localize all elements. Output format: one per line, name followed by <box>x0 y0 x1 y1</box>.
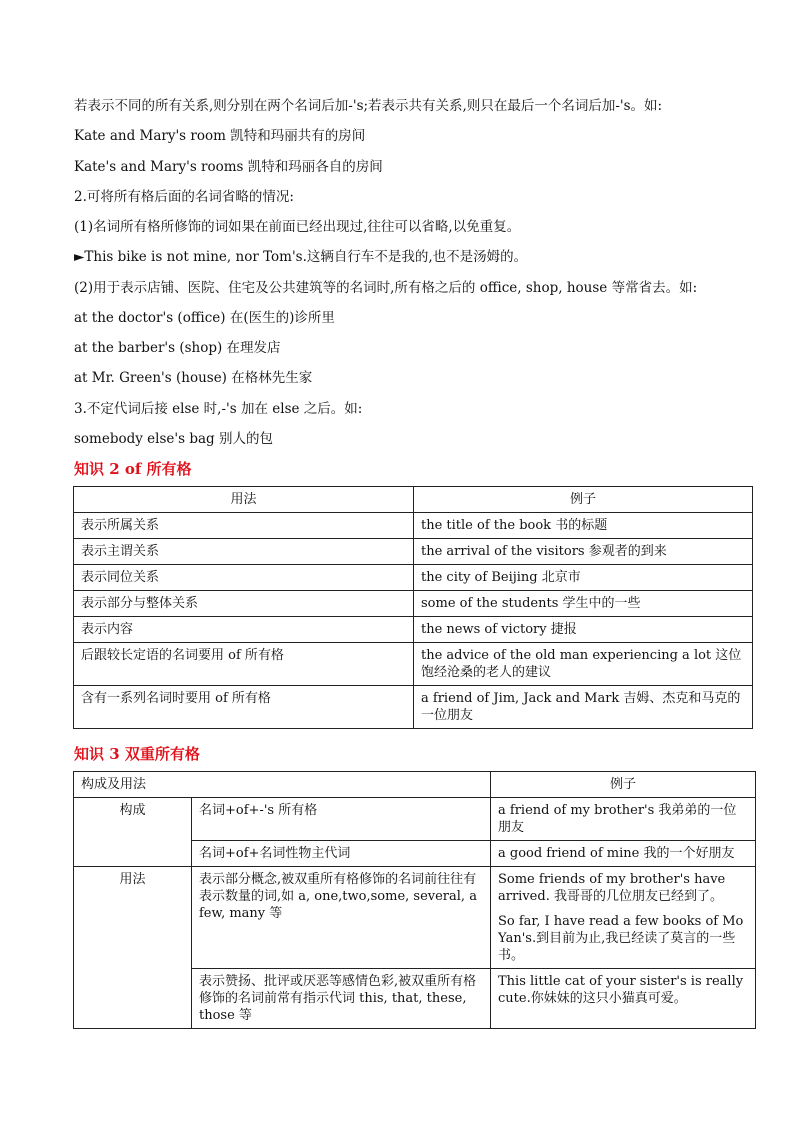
example-text: Some friends of my brother's have arrived. 我哥哥的几位朋友已经到了。 <box>498 872 726 904</box>
usage-cell: 表示主谓关系 <box>74 539 414 565</box>
example-cell: some of the students 学生中的一些 <box>414 591 753 617</box>
example-doctor: at the doctor's (office) 在(医生的)诊所里 <box>74 310 335 326</box>
example-text: So far, I have read a few books of Mo Yan's.到目前为止,我已经读了莫言的一些书。 <box>498 914 744 963</box>
example-cell: the arrival of the visitors 参观者的到来 <box>414 539 753 565</box>
example-green: at Mr. Green's (house) 在格林先生家 <box>74 370 313 386</box>
example-cell: the advice of the old man experiencing a lot 这位饱经沧桑的老人的建议 <box>414 643 753 686</box>
usage-cell: 表示所属关系 <box>74 513 414 539</box>
example-cell: the title of the book 书的标题 <box>414 513 753 539</box>
table-row <box>74 565 753 591</box>
example-cell: a friend of Jim, Jack and Mark 吉姆、杰克和马克的一位朋友 <box>414 686 753 729</box>
rule-2: (2)用于表示店铺、医院、住宅及公共建筑等的名词时,所有格之后的 office, shop, house 等常省去。如: <box>74 280 698 296</box>
rule-3: 3.不定代词后接 else 时,-'s 加在 else 之后。如: <box>74 401 363 417</box>
header-example: 例子 <box>414 487 753 513</box>
double-possessive-table <box>73 771 756 1029</box>
example-cell <box>491 969 756 1029</box>
formation-cell: 名词+of+-'s 所有格 <box>192 798 491 841</box>
example-barber: at the barber's (shop) 在理发店 <box>74 340 281 356</box>
of-possessive-table <box>73 486 753 729</box>
table-header-row <box>74 487 753 513</box>
table-row <box>74 867 756 969</box>
example-cell: a good friend of mine 我的一个好朋友 <box>491 841 756 867</box>
formation-cell: 名词+of+名词性物主代词 <box>192 841 491 867</box>
table-row <box>74 513 753 539</box>
header-formation-usage: 构成及用法 <box>74 772 491 798</box>
usage-cell: 表示内容 <box>74 617 414 643</box>
usage-cell: 表示赞扬、批评或厌恶等感情色彩,被双重所有格修饰的名词前常有指示代词 this, that, these, those 等 <box>192 969 491 1029</box>
formation-label: 构成 <box>74 798 192 867</box>
table-row <box>74 798 756 841</box>
usage-cell: 含有一系列名词时要用 of 所有格 <box>74 686 414 729</box>
header-usage: 用法 <box>74 487 414 513</box>
section-heading-of-possessive: 知识 2 of 所有格 <box>74 460 192 478</box>
example-cell: a friend of my brother's 我弟弟的一位朋友 <box>491 798 756 841</box>
example-shared-possession: Kate and Mary's room 凯特和玛丽共有的房间 <box>74 128 366 144</box>
usage-cell: 表示部分概念,被双重所有格修饰的名词前往往有表示数量的词,如 a, one,two,some, several, a few, many 等 <box>192 867 491 969</box>
subheading-omission: 2.可将所有格后面的名词省略的情况: <box>74 189 294 205</box>
example-somebody-else: somebody else's bag 别人的包 <box>74 431 273 447</box>
usage-cell: 后跟较长定语的名词要用 of 所有格 <box>74 643 414 686</box>
example-cell: the news of victory 捷报 <box>414 617 753 643</box>
example-bike: ►This bike is not mine, nor Tom's.这辆自行车不是我的,也不是汤姆的。 <box>74 249 528 265</box>
table-row <box>74 617 753 643</box>
section-heading-double-possessive: 知识 3 双重所有格 <box>74 745 200 763</box>
header-example: 例子 <box>491 772 756 798</box>
table-row <box>74 643 753 686</box>
usage-cell: 表示同位关系 <box>74 565 414 591</box>
usage-label: 用法 <box>74 867 192 1029</box>
example-cell: the city of Beijing 北京市 <box>414 565 753 591</box>
example-cell <box>491 867 756 969</box>
table-row <box>74 686 753 729</box>
table-row <box>74 591 753 617</box>
table-header-row <box>74 772 756 798</box>
table-row <box>74 539 753 565</box>
usage-cell: 表示部分与整体关系 <box>74 591 414 617</box>
example-separate-possession: Kate's and Mary's rooms 凯特和玛丽各自的房间 <box>74 159 383 175</box>
example-text: This little cat of your sister's is really cute.你妹妹的这只小猫真可爱。 <box>498 974 744 1006</box>
rule-1: (1)名词所有格所修饰的词如果在前面已经出现过,往往可以省略,以免重复。 <box>74 219 521 235</box>
paragraph-possessive-rule: 若表示不同的所有关系,则分别在两个名词后加-'s;若表示共有关系,则只在最后一个名词后加-'s。如: <box>74 98 663 114</box>
